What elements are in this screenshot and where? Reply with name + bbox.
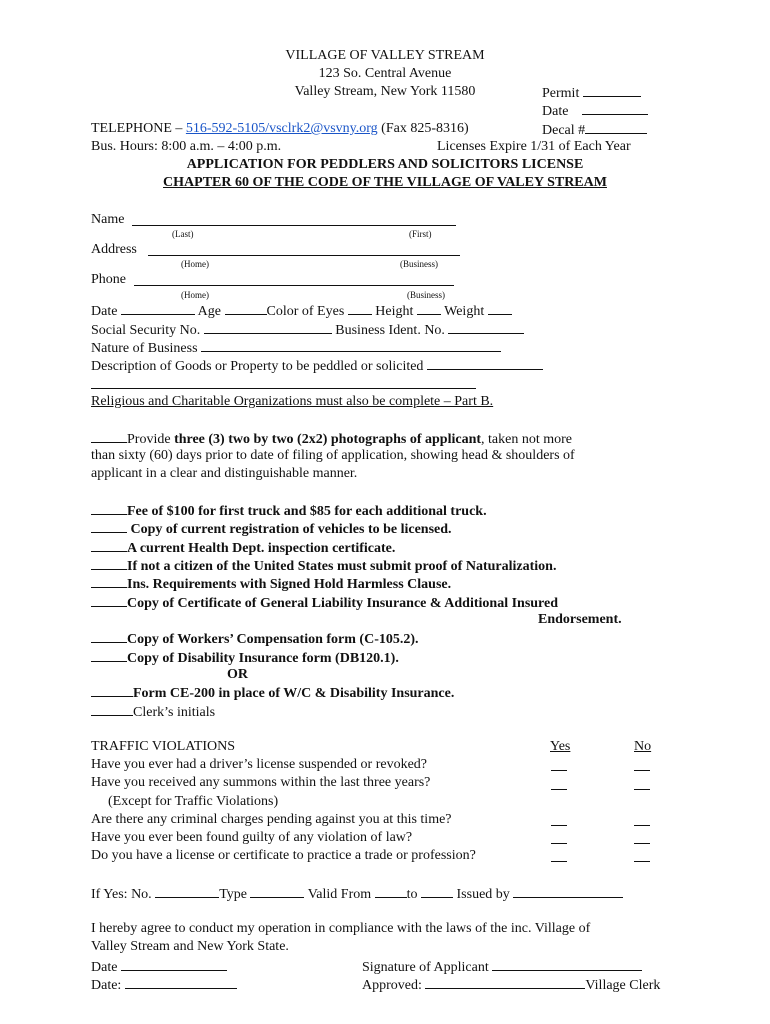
- phone-home-sublabel: (Home): [181, 290, 209, 300]
- date-label: Date: [91, 304, 118, 319]
- fee-check-blank[interactable]: [91, 502, 127, 515]
- clerk-initials-blank[interactable]: [91, 703, 133, 716]
- business-hours: Bus. Hours: 8:00 a.m. – 4:00 p.m.: [91, 139, 282, 154]
- first-sublabel: (First): [409, 229, 432, 239]
- photo-check-blank[interactable]: [91, 430, 127, 443]
- ssn-blank[interactable]: [204, 321, 332, 334]
- q2-yes-blank[interactable]: [551, 789, 567, 790]
- nature-label: Nature of Business: [91, 341, 198, 356]
- registration-text: Copy of current registration of vehicles to be licensed.: [127, 522, 452, 537]
- date-label-header: Date: [542, 104, 569, 119]
- yes-header: Yes: [550, 739, 571, 754]
- photo-lead: Provide: [127, 432, 175, 447]
- approval-date-field: [91, 976, 237, 994]
- issued-by-blank[interactable]: [513, 885, 623, 898]
- religious-notice: Religious and Charitable Organizations must also be complete – Part B.: [91, 394, 494, 409]
- question-5: Do you have a license or certificate to practice a trade or profession?: [91, 848, 476, 863]
- signature-field: [362, 958, 642, 976]
- fee-text: Fee of $100 for first truck and $85 for each additional truck.: [127, 504, 487, 519]
- approved-field: [362, 976, 660, 994]
- photo-line-2: than sixty (60) days prior to date of filing of application, showing head & shoulders of: [91, 448, 575, 463]
- decal-blank[interactable]: [585, 121, 647, 134]
- q5-no-blank[interactable]: [634, 861, 650, 862]
- clerk-initials-text: Clerk’s initials: [133, 705, 216, 720]
- height-blank[interactable]: [417, 302, 441, 315]
- phone-business-sublabel: (Business): [407, 290, 445, 300]
- agreement-date-field: [91, 958, 227, 976]
- disability-item: [91, 649, 399, 667]
- ins-text: Ins. Requirements with Signed Hold Harmless Clause.: [127, 577, 452, 592]
- valid-to-blank[interactable]: [421, 885, 453, 898]
- form-title: APPLICATION FOR PEDDLERS AND SOLICITORS LICENSE: [186, 157, 584, 172]
- agreement-line-1: I hereby agree to conduct my operation in compliance with the laws of the inc. Village of: [91, 921, 591, 936]
- workers-text: Copy of Workers’ Compensation form (C-105.2).: [127, 632, 419, 647]
- registration-item: [91, 520, 452, 538]
- health-item: [91, 539, 395, 557]
- last-sublabel: (Last): [172, 229, 194, 239]
- valid-from-label: Valid From: [307, 887, 372, 902]
- nature-blank[interactable]: [201, 339, 501, 352]
- ce200-text: Form CE-200 in place of W/C & Disability Insurance.: [133, 686, 455, 701]
- workers-item: [91, 630, 419, 648]
- signature-label: Signature of Applicant: [362, 960, 489, 975]
- q1-no-blank[interactable]: [634, 770, 650, 771]
- health-text: A current Health Dept. inspection certificate.: [127, 541, 396, 556]
- form-subtitle: CHAPTER 60 OF THE CODE OF THE VILLAGE OF VALEY STREAM: [163, 175, 607, 190]
- question-4: Have you ever been found guilty of any violation of law?: [91, 830, 413, 845]
- question-2: Have you received any summons within the last three years?: [91, 775, 431, 790]
- village-clerk-label: Village Clerk: [585, 978, 661, 993]
- eyes-label: Color of Eyes: [266, 304, 345, 319]
- date-blank[interactable]: [121, 302, 195, 315]
- name-label: Name: [91, 212, 125, 227]
- address-home-sublabel: (Home): [181, 259, 209, 269]
- liability-text: Copy of Certificate of General Liability Insurance & Additional Insured: [127, 596, 559, 611]
- citizen-check-blank[interactable]: [91, 557, 127, 570]
- q3-yes-blank[interactable]: [551, 825, 567, 826]
- or-text: OR: [227, 667, 248, 682]
- issued-by-label: Issued by: [456, 887, 510, 902]
- description-blank[interactable]: [427, 357, 543, 370]
- age-label: Age: [197, 304, 221, 319]
- agreement-line-2: Valley Stream and New York State.: [91, 939, 289, 954]
- registration-check-blank[interactable]: [91, 520, 127, 533]
- telephone-email-link[interactable]: 516-592-5105/vsclrk2@vsvny.org: [185, 121, 378, 136]
- license-no-blank[interactable]: [155, 885, 219, 898]
- type-blank[interactable]: [250, 885, 304, 898]
- photo-requirement: [91, 430, 572, 448]
- health-check-blank[interactable]: [91, 539, 127, 552]
- village-name: VILLAGE OF VALLEY STREAM: [285, 48, 485, 63]
- ce200-item: [91, 684, 454, 702]
- signature-blank[interactable]: [492, 958, 642, 971]
- photo-line-3: applicant in a clear and distinguishable manner.: [91, 466, 358, 481]
- height-label: Height: [375, 304, 414, 319]
- traffic-heading: TRAFFIC VIOLATIONS: [91, 739, 236, 754]
- question-3: Are there any criminal charges pending against you at this time?: [91, 812, 452, 827]
- phone-label: Phone: [91, 272, 126, 287]
- weight-blank[interactable]: [488, 302, 512, 315]
- fax-number: (Fax 825-8316): [377, 121, 469, 136]
- disability-check-blank[interactable]: [91, 649, 127, 662]
- question-1: Have you ever had a driver’s license suspended or revoked?: [91, 757, 427, 772]
- village-city: Valley Stream, New York 11580: [294, 84, 476, 99]
- q1-yes-blank[interactable]: [551, 770, 567, 771]
- ce200-check-blank[interactable]: [91, 684, 133, 697]
- workers-check-blank[interactable]: [91, 630, 127, 643]
- license-no-label: If Yes: No.: [91, 887, 152, 902]
- citizen-item: [91, 557, 556, 575]
- weight-label: Weight: [444, 304, 485, 319]
- ins-check-blank[interactable]: [91, 575, 127, 588]
- name-blank[interactable]: [132, 225, 456, 226]
- license-expiry: Licenses Expire 1/31 of Each Year: [437, 139, 631, 154]
- approval-date-blank[interactable]: [125, 976, 237, 989]
- citizen-text: If not a citizen of the United States must submit proof of Naturalization.: [127, 559, 557, 574]
- photo-rest: , taken not more: [481, 432, 573, 447]
- photo-bold: three (3) two by two (2x2) photographs of applicant: [174, 432, 482, 447]
- eyes-blank[interactable]: [348, 302, 372, 315]
- endorsement-text: Endorsement.: [538, 612, 622, 627]
- date-blank-header[interactable]: [582, 102, 648, 115]
- no-header: No: [634, 739, 652, 754]
- liability-check-blank[interactable]: [91, 594, 127, 607]
- q5-yes-blank[interactable]: [551, 861, 567, 862]
- ins-item: [91, 575, 451, 593]
- agreement-date-label: Date: [91, 960, 118, 975]
- phone-blank[interactable]: [134, 285, 454, 286]
- fee-item: [91, 502, 487, 520]
- type-label: Type: [219, 887, 247, 902]
- personal-details-line: [91, 302, 512, 320]
- business-id-blank[interactable]: [448, 321, 524, 334]
- permit-blank[interactable]: [583, 84, 641, 97]
- ssn-line: [91, 321, 524, 339]
- decal-label: Decal #: [542, 123, 586, 138]
- age-blank[interactable]: [225, 302, 267, 315]
- permit-label: Permit: [542, 86, 580, 101]
- agreement-date-blank[interactable]: [121, 958, 227, 971]
- village-street: 123 So. Central Avenue: [318, 66, 452, 81]
- to-label: to: [406, 887, 418, 902]
- description-blank-2[interactable]: [91, 388, 476, 389]
- q4-yes-blank[interactable]: [551, 843, 567, 844]
- business-id-label: Business Ident. No.: [335, 323, 445, 338]
- approved-label: Approved:: [362, 978, 422, 993]
- address-business-sublabel: (Business): [400, 259, 438, 269]
- disability-text: Copy of Disability Insurance form (DB120.1).: [127, 651, 399, 666]
- decal-field[interactable]: [542, 121, 647, 139]
- approval-date-label: Date:: [91, 978, 122, 993]
- q3-no-blank[interactable]: [634, 825, 650, 826]
- date-field-header[interactable]: [542, 102, 648, 120]
- description-line: [91, 357, 543, 375]
- valid-from-blank[interactable]: [375, 885, 407, 898]
- clerk-initials-item: [91, 703, 215, 721]
- approved-blank[interactable]: [425, 976, 585, 989]
- telephone-line: [91, 121, 469, 137]
- nature-line: [91, 339, 501, 357]
- liability-item: [91, 594, 558, 612]
- ssn-label: Social Security No.: [91, 323, 201, 338]
- address-blank[interactable]: [148, 255, 460, 256]
- question-2-note: (Except for Traffic Violations): [108, 794, 279, 809]
- if-yes-line: [91, 885, 623, 903]
- description-label: Description of Goods or Property to be peddled or solicited: [91, 359, 424, 374]
- q4-no-blank[interactable]: [634, 843, 650, 844]
- permit-field[interactable]: [542, 84, 641, 102]
- q2-no-blank[interactable]: [634, 789, 650, 790]
- address-label: Address: [91, 242, 137, 257]
- telephone-label: TELEPHONE –: [91, 121, 186, 136]
